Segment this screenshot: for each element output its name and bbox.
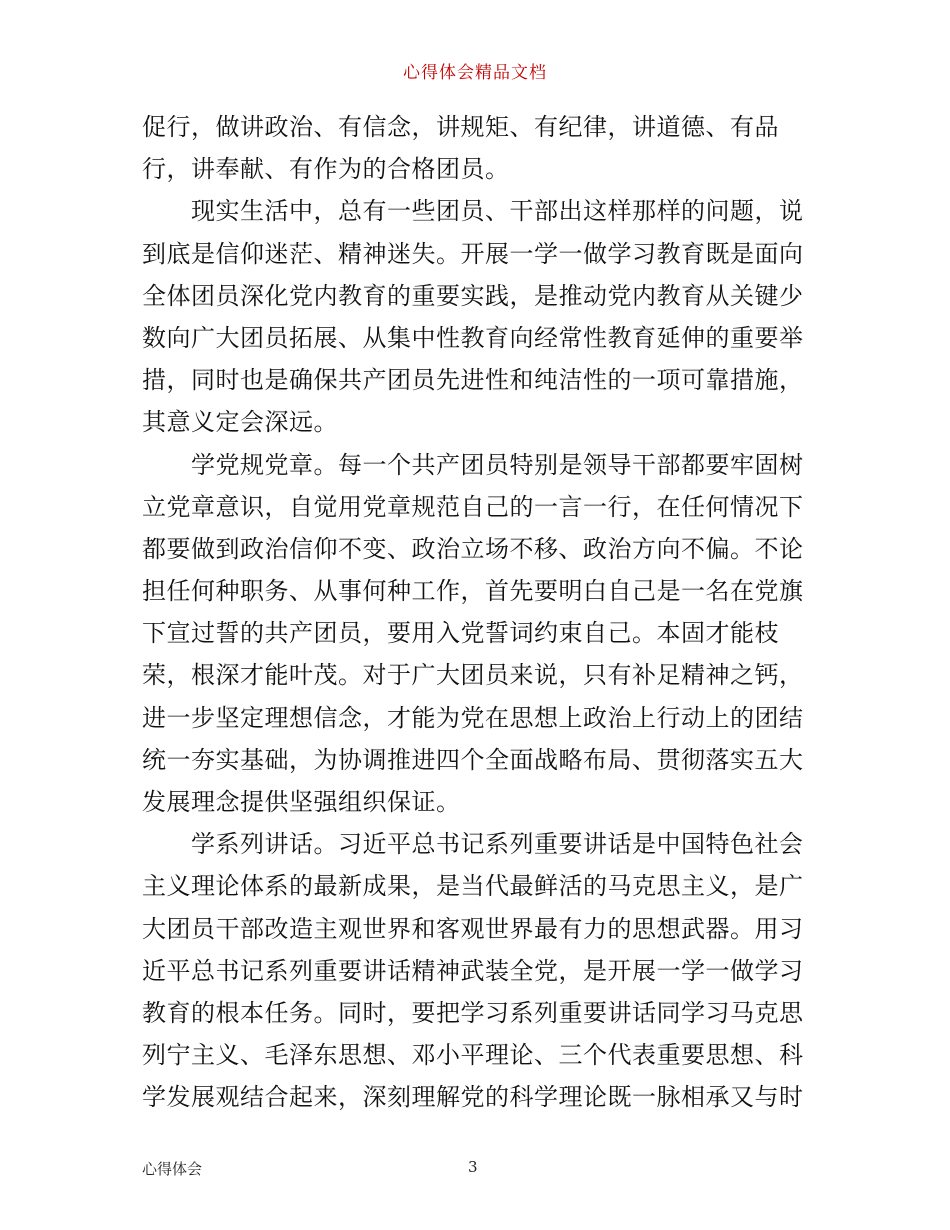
text-line: 全体团员深化党内教育的重要实践，是推动党内教育从关键少 [142, 281, 804, 310]
body-text [142, 106, 812, 1119]
text-line: 立党章意识，自觉用党章规范自己的一言一行，在任何情况下 [142, 492, 804, 521]
text-line: 统一夯实基础，为协调推进四个全面战略布局、贯彻落实五大 [142, 745, 804, 774]
text-line: 荣，根深才能叶茂。对于广大团员来说，只有补足精神之钙， [142, 661, 804, 690]
text-line: 到底是信仰迷茫、精神迷失。开展一学一做学习教育既是面向 [142, 239, 804, 268]
text-line: 学党规党章。每一个共产团员特别是领导干部都要牢固树 [142, 450, 804, 479]
footer-label: 心得体会 [142, 1160, 203, 1178]
text-line: 主义理论体系的最新成果，是当代最鲜活的马克思主义，是广 [142, 872, 804, 901]
text-line: 现实生活中，总有一些团员、干部出这样那样的问题，说 [142, 197, 804, 226]
text-line: 学系列讲话。习近平总书记系列重要讲话是中国特色社会 [142, 830, 804, 859]
text-line: 都要做到政治信仰不变、政治立场不移、政治方向不偏。不论 [142, 534, 804, 563]
text-line: 行，讲奉献、有作为的合格团员。 [142, 155, 510, 184]
text-line: 促行，做讲政治、有信念，讲规矩、有纪律，讲道德、有品 [142, 113, 779, 141]
text-line: 发展理念提供坚强组织保证。 [142, 788, 461, 816]
page-number: 3 [468, 1158, 478, 1176]
text-line: 大团员干部改造主观世界和客观世界最有力的思想武器。用习 [142, 914, 804, 943]
text-line: 措，同时也是确保共产团员先进性和纯洁性的一项可靠措施， [142, 366, 804, 395]
header-title: 心得体会精品文档 [403, 63, 547, 83]
text-line: 进一步坚定理想信念，才能为党在思想上政治上行动上的团结 [142, 703, 804, 732]
text-line: 近平总书记系列重要讲话精神武装全党，是开展一学一做学习 [142, 956, 804, 985]
text-line: 学发展观结合起来，深刻理解党的科学理论既一脉相承又与时 [142, 1083, 804, 1112]
text-line: 数向广大团员拓展、从集中性教育向经常性教育延伸的重要举 [142, 323, 804, 352]
text-line: 教育的根本任务。同时，要把学习系列重要讲话同学习马克思 [142, 998, 804, 1027]
text-line: 担任何种职务、从事何种工作，首先要明白自己是一名在党旗 [142, 577, 804, 606]
text-line: 下宣过誓的共产团员，要用入党誓词约束自己。本固才能枝 [142, 619, 779, 648]
text-line: 列宁主义、毛泽东思想、邓小平理论、三个代表重要思想、科 [142, 1041, 804, 1070]
text-line: 其意义定会深远。 [142, 408, 338, 437]
